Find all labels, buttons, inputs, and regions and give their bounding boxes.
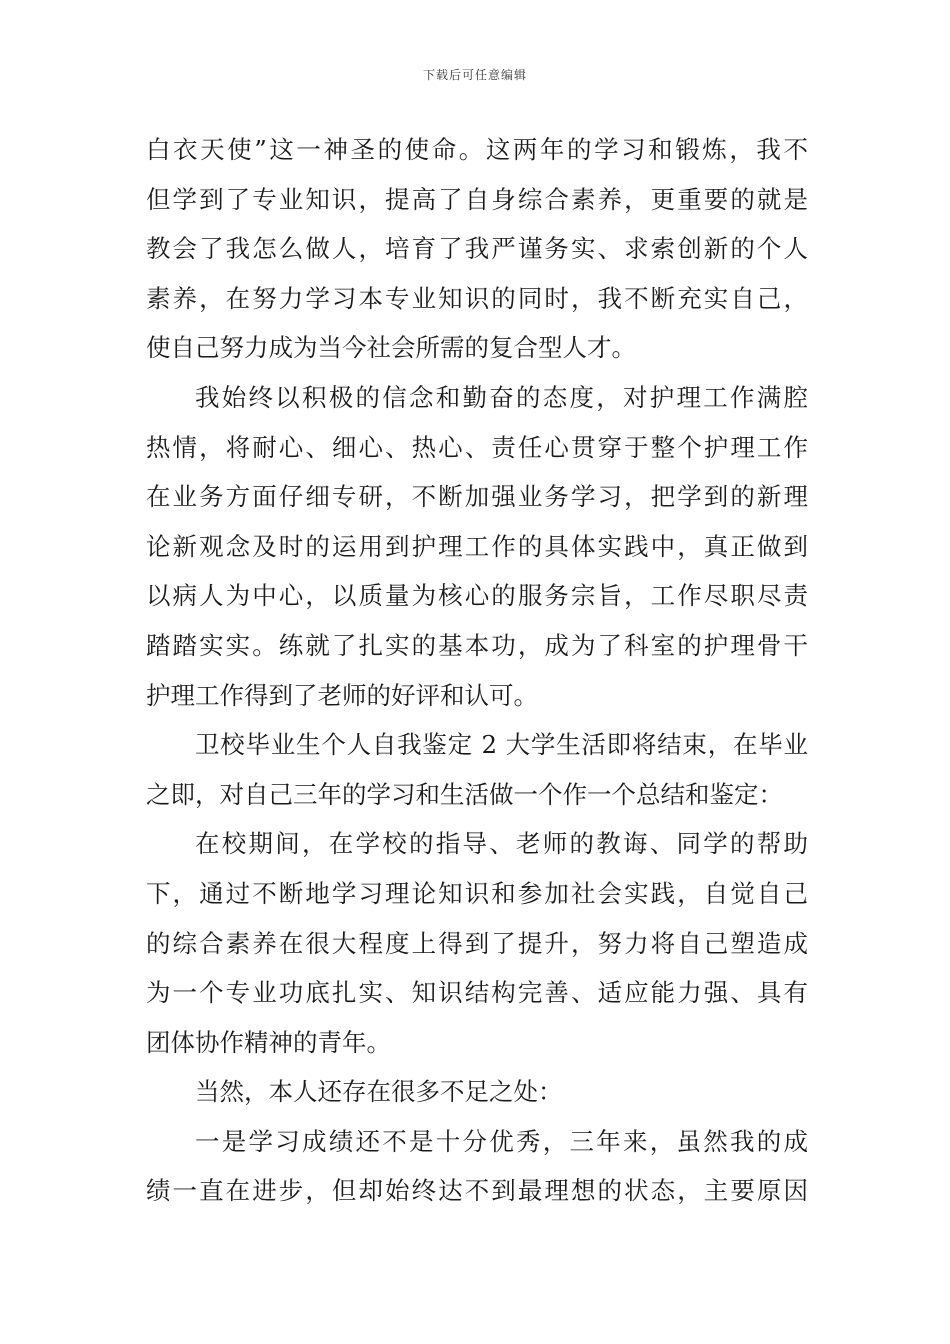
text-line: 在业务方面仔细专研，不断加强业务学习，把学到的新理 bbox=[146, 482, 808, 512]
text-line: 但学到了专业知识，提高了自身综合素养，更重要的就是 bbox=[146, 184, 808, 214]
text-line: 以病人为中心，以质量为核心的服务宗旨，工作尽职尽责 bbox=[146, 581, 808, 611]
document-body bbox=[146, 125, 808, 1216]
text-line: 我始终以积极的信念和勤奋的态度，对护理工作满腔 bbox=[195, 382, 808, 412]
text-line: 白衣天使”这一神圣的使命。这两年的学习和锻炼，我不 bbox=[146, 135, 808, 164]
text-line: 团体协作精神的青年。 bbox=[146, 1027, 391, 1057]
text-line: 教会了我怎么做人，培育了我严谨务实、求索创新的个人 bbox=[146, 234, 808, 264]
text-line: 使自己努力成为当今社会所需的复合型人才。 bbox=[146, 333, 636, 363]
text-line: 绩一直在进步，但却始终达不到最理想的状态，主要原因 bbox=[146, 1176, 808, 1206]
text-line: 素养，在努力学习本专业知识的同时，我不断充实自己， bbox=[146, 283, 808, 313]
text-line: 踏踏实实。练就了扎实的基本功，成为了科室的护理骨干 bbox=[146, 630, 808, 660]
text-line: 当然，本人还存在很多不足之处： bbox=[195, 1077, 563, 1107]
text-line: 在校期间，在学校的指导、老师的教诲、同学的帮助 bbox=[195, 829, 808, 859]
text-line: 为一个专业功底扎实、知识结构完善、适应能力强、具有 bbox=[146, 978, 808, 1008]
text-line: 一是学习成绩还不是十分优秀，三年来，虽然我的成 bbox=[195, 1126, 808, 1156]
text-line: 热情，将耐心、细心、热心、责任心贯穿于整个护理工作 bbox=[146, 432, 808, 462]
text-line: 论新观念及时的运用到护理工作的具体实践中，真正做到 bbox=[146, 531, 808, 561]
text-line: 的综合素养在很大程度上得到了提升，努力将自己塑造成 bbox=[146, 928, 808, 958]
page-header: 下载后可任意编辑 bbox=[422, 68, 527, 82]
text-line: 卫校毕业生个人自我鉴定 2 大学生活即将结束，在毕业 bbox=[195, 730, 808, 760]
text-line: 之即，对自己三年的学习和生活做一个作一个总结和鉴定： bbox=[146, 779, 783, 809]
text-line: 下，通过不断地学习理论知识和参加社会实践，自觉自己 bbox=[146, 878, 808, 908]
text-line: 护理工作得到了老师的好评和认可。 bbox=[146, 680, 538, 710]
